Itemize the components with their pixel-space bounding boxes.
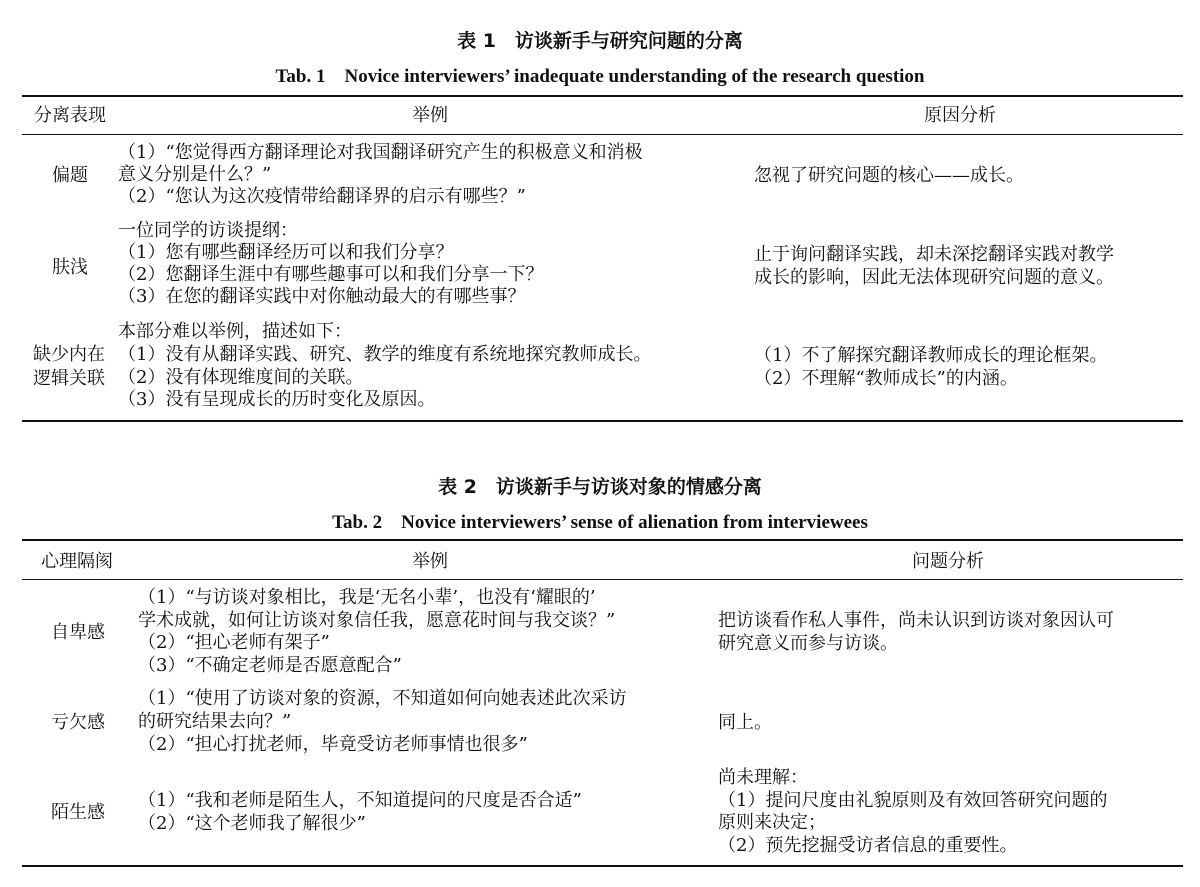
table1-row3-example-line2: （1）没有从翻译实践、研究、教学的维度有系统地探究教师成长。 [118,344,652,365]
table1-row1-example-line3: （2）“您认为这次疫情带给翻译界的启示有哪些？” [118,186,526,207]
table2-row1-analysis-line2: 研究意义而参与访谈。 [718,633,898,654]
table1-header-analysis: 原因分析 [924,105,996,126]
table2-row2-analysis: 同上。 [718,712,772,733]
table1-row2-analysis-line1: 止于询问翻译实践，却未深挖翻译实践对教学 [754,244,1114,265]
table2-row2-example-line1: （1）“使用了访谈对象的资源，不知道如何向她表述此次采访 [138,688,627,709]
table2-row2-example-line2: 的研究结果去向？” [138,711,292,732]
table1-row1-category: 偏题 [52,165,88,186]
table2-header-category: 心理隔阂 [41,551,113,572]
table2-caption-en: Tab. 2 Novice interviewers’ sense of alienation from interviewees [332,512,868,533]
table1-row2-analysis-line2: 成长的影响，因此无法体现研究问题的意义。 [754,267,1114,288]
table2-bottom-rule [22,865,1183,867]
table1-top-rule [22,95,1183,97]
table1-row1-example-line2: 意义分别是什么？” [118,164,272,185]
table1-row1-example-line1: （1）“您觉得西方翻译理论对我国翻译研究产生的积极意义和消极 [118,142,643,163]
table2-row3-analysis-line2: （1）提问尺度由礼貌原则及有效回答研究问题的 [718,790,1108,811]
table1-row2-example-line3: （2）您翻译生涯中有哪些趣事可以和我们分享一下？ [118,264,544,285]
table1-header-rule [22,134,1183,135]
table1-bottom-rule [22,420,1183,422]
table2-row1-category: 自卑感 [51,622,105,643]
table2-row1-example-line4: （3）“不确定老师是否愿意配合” [138,655,402,676]
table1-row3-category-line2: 逻辑关联 [33,368,105,389]
table1-row2-example-line2: （1）您有哪些翻译经历可以和我们分享？ [118,242,454,263]
table2-top-rule [22,539,1183,541]
table1-caption-en: Tab. 1 Novice interviewers’ inadequate understanding of the research question [275,66,925,87]
table1-row2-example-line4: （3）在您的翻译实践中对你触动最大的有哪些事？ [118,286,526,307]
table2-row1-example-line2: 学术成就，如何让访谈对象信任我，愿意花时间与我交谈？” [138,610,616,631]
table2-header-rule [22,579,1183,580]
table1-row1-analysis: 忽视了研究问题的核心——成长。 [754,165,1024,186]
table1-header-examples: 举例 [412,105,448,126]
table1-row3-analysis-line2: （2）不理解“教师成长”的内涵。 [754,368,1018,389]
table2-row1-analysis-line1: 把访谈看作私人事件，尚未认识到访谈对象因认可 [718,610,1114,631]
table2-row3-example-line1: （1）“我和老师是陌生人，不知道提问的尺度是否合适” [138,790,582,811]
table2-row3-analysis-line4: （2）预先挖掘受访者信息的重要性。 [718,835,1018,856]
table1-row2-category: 肤浅 [52,257,88,278]
table1-header-category: 分离表现 [34,105,106,126]
table1-row3-example-line3: （2）没有体现维度间的关联。 [118,367,364,388]
table2-caption-cn: 表 2 访谈新手与访谈对象的情感分离 [438,476,762,498]
table1-row3-example-line4: （3）没有呈现成长的历时变化及原因。 [118,389,436,410]
table2-header-analysis: 问题分析 [912,551,984,572]
table2-row3-analysis-line3: 原则来决定； [718,812,826,833]
table1-row3-category-line1: 缺少内在 [33,344,105,365]
table1-row3-example-line1: 本部分难以举例，描述如下： [118,321,352,342]
table1-caption-cn: 表 1 访谈新手与研究问题的分离 [457,30,743,52]
table2-row2-example-line3: （2）“担心打扰老师，毕竟受访老师事情也很多” [138,734,528,755]
table2-row1-example-line3: （2）“担心老师有架子” [138,632,330,653]
table2-row3-category: 陌生感 [51,802,105,823]
table2-row3-example-line2: （2）“这个老师我了解很少” [138,813,366,834]
table2-row3-analysis-line1: 尚未理解： [718,767,808,788]
table2-row2-category: 亏欠感 [51,712,105,733]
table2-header-examples: 举例 [412,551,448,572]
table1-row2-example-line1: 一位同学的访谈提纲： [118,220,298,241]
table1-row3-analysis-line1: （1）不了解探究翻译教师成长的理论框架。 [754,345,1108,366]
table2-row1-example-line1: （1）“与访谈对象相比，我是‘无名小辈’，也没有‘耀眼的’ [138,587,596,608]
